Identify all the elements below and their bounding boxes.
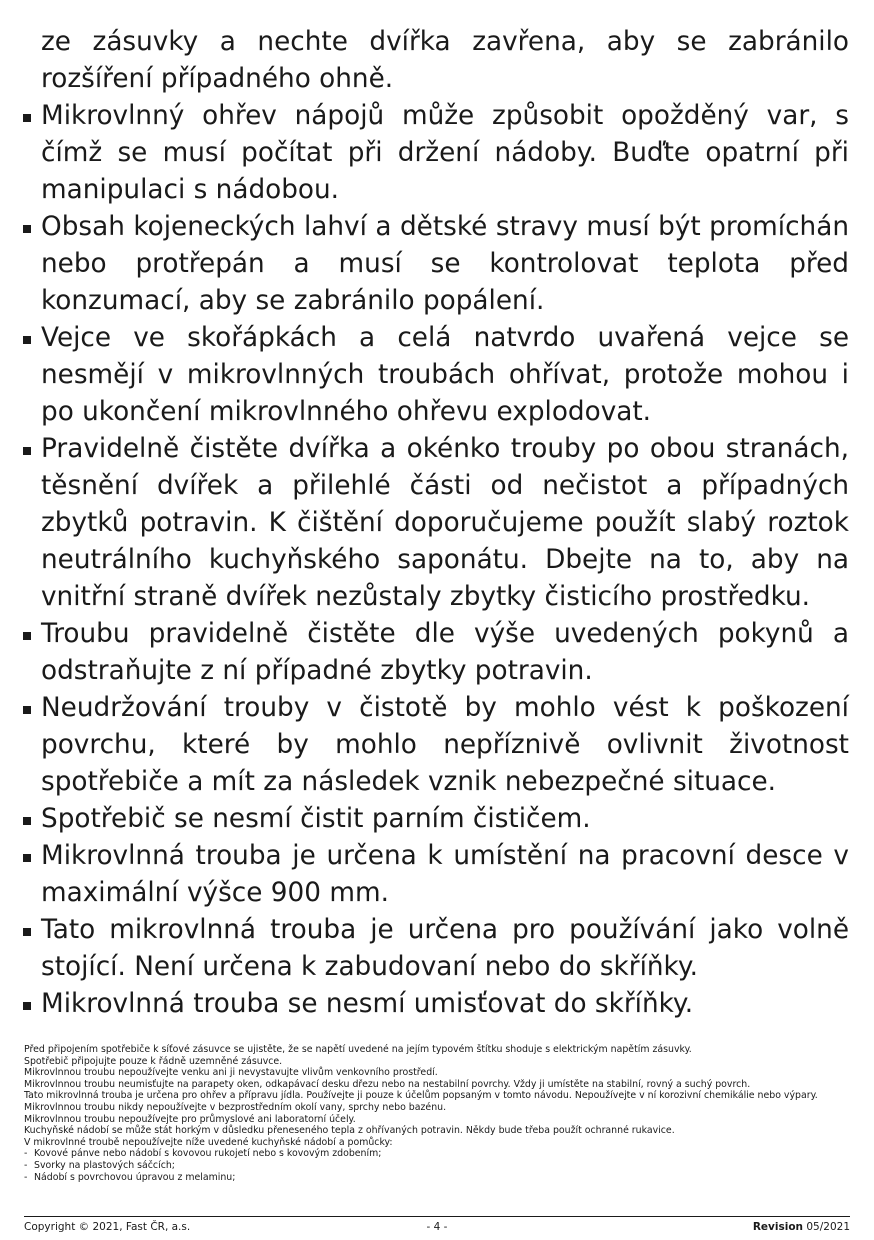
list-item: Troubu pravidelně čistěte dle výše uvedených pokynů a odstraňujte z ní případné zbytky potravin. [21,616,849,690]
footer-copyright: Copyright © 2021, Fast ČR, a.s. [24,1221,191,1233]
list-item: Spotřebič se nesmí čistit parním čističem. [21,801,849,838]
list-item: Obsah kojeneckých lahví a dětské stravy musí být promíchán nebo protřepán a musí se kontrolovat teplota před konzumací, aby se zabránilo popálení. [21,209,849,320]
list-item: Tato mikrovlnná trouba je určena pro používání jako volně stojící. Není určena k zabudovaní nebo do skříňky. [21,912,849,986]
footer-revision [753,1220,850,1234]
subitem-text: Nádobí s povrchovou úpravou z melaminu; [34,1171,236,1183]
continuation-paragraph: ze zásuvky a nechte dvířka zavřena, aby se zabránilo rozšíření případného ohně. [41,27,849,94]
revision-date: 05/2021 [806,1221,850,1233]
small-print-line: Mikrovlnnou troubu nikdy nepoužívejte v bezprostředním okolí vany, sprchy nebo bazénu. [24,1101,447,1113]
list-item: Pravidelně čistěte dvířka a okénko trouby po obou stranách, těsnění dvířek a přilehlé části od nečistot a případných zbytků potravin. K čištění doporučujeme použít slabý roztok neutrálního kuchyňského saponátu. Dbejte na to, aby na vnitřní straně dvířek nezůstaly zbytky čisticího prostředku. [21,431,849,616]
small-print-line: Mikrovlnnou troubu neumisťujte na parapety oken, odkapávací desku dřezu nebo na nestabilní povrchy. Vždy ji umístěte na stabilní, rovný a suchý povrch. [24,1078,751,1090]
small-print-line: V mikrovlnné troubě nepoužívejte níže uvedené kuchyňské nádobí a pomůcky: [24,1136,393,1148]
list-item: Mikrovlnná trouba je určena k umístění na pracovní desce v maximální výšce 900 mm. [21,838,849,912]
footer-page-number: - 4 - [426,1221,448,1233]
small-print-line: Spotřebič připojujte pouze k řádně uzemněné zásuvce. [24,1055,283,1067]
revision-label: Revision [752,1221,804,1233]
bullet-list [21,98,849,1023]
small-print-line: Mikrovlnnou troubu nepoužívejte pro průmyslové ani laboratorní účely. [24,1113,356,1125]
small-print-line: Kuchyňské nádobí se může stát horkým v důsledku přeneseného tepla z ohřívaných potravin. Někdy bude třeba použít ochranné rukavice. [24,1125,675,1137]
list-item: Vejce ve skořápkách a celá natvrdo uvařená vejce se nesmějí v mikrovlnných troubách ohřívat, protože mohou i po ukončení mikrovlnného ohřevu explodovat. [21,320,849,431]
main-text [21,24,849,1023]
footer-divider [24,1216,850,1217]
page-footer [24,1220,850,1236]
small-print-section [24,1044,850,1183]
subitem-text: Svorky na plastových sáčcích; [34,1159,175,1171]
small-print-line: Před připojením spotřebiče k síťové zásuvce se ujistěte, že se napětí uvedené na jejím typovém štítku shoduje s elektrickým napětím zásuvky. [24,1044,692,1055]
dash-marker: - [24,1159,28,1171]
list-item: Neudržování trouby v čistotě by mohlo vést k poškození povrchu, které by mohlo nepříznivě ovlivnit životnost spotřebiče a mít za následek vznik nebezpečné situace. [21,690,849,801]
subitem-text: Kovové pánve nebo nádobí s kovovou rukojetí nebo s kovovým zdobením; [34,1148,382,1160]
list-item: Mikrovlnná trouba se nesmí umisťovat do skříňky. [21,986,849,1023]
small-print-subitem [24,1148,850,1160]
small-print-line: Tato mikrovlnná trouba je určena pro ohřev a přípravu jídla. Používejte ji pouze k účelům popsaným v tomto návodu. Nepoužívejte v ní korozivní chemikálie nebo výpary. [24,1090,818,1102]
small-print-line: Mikrovlnnou troubu nepoužívejte venku ani ji nevystavujte vlivům venkovního prostředí. [24,1067,438,1079]
list-item: Mikrovlnný ohřev nápojů může způsobit opožděný var, s čímž se musí počítat při držení nádoby. Buďte opatrní při manipulaci s nádobou. [21,98,849,209]
dash-marker: - [24,1171,28,1183]
dash-marker: - [24,1148,28,1160]
small-print-subitem [24,1160,850,1172]
small-print-subitem [24,1172,850,1184]
